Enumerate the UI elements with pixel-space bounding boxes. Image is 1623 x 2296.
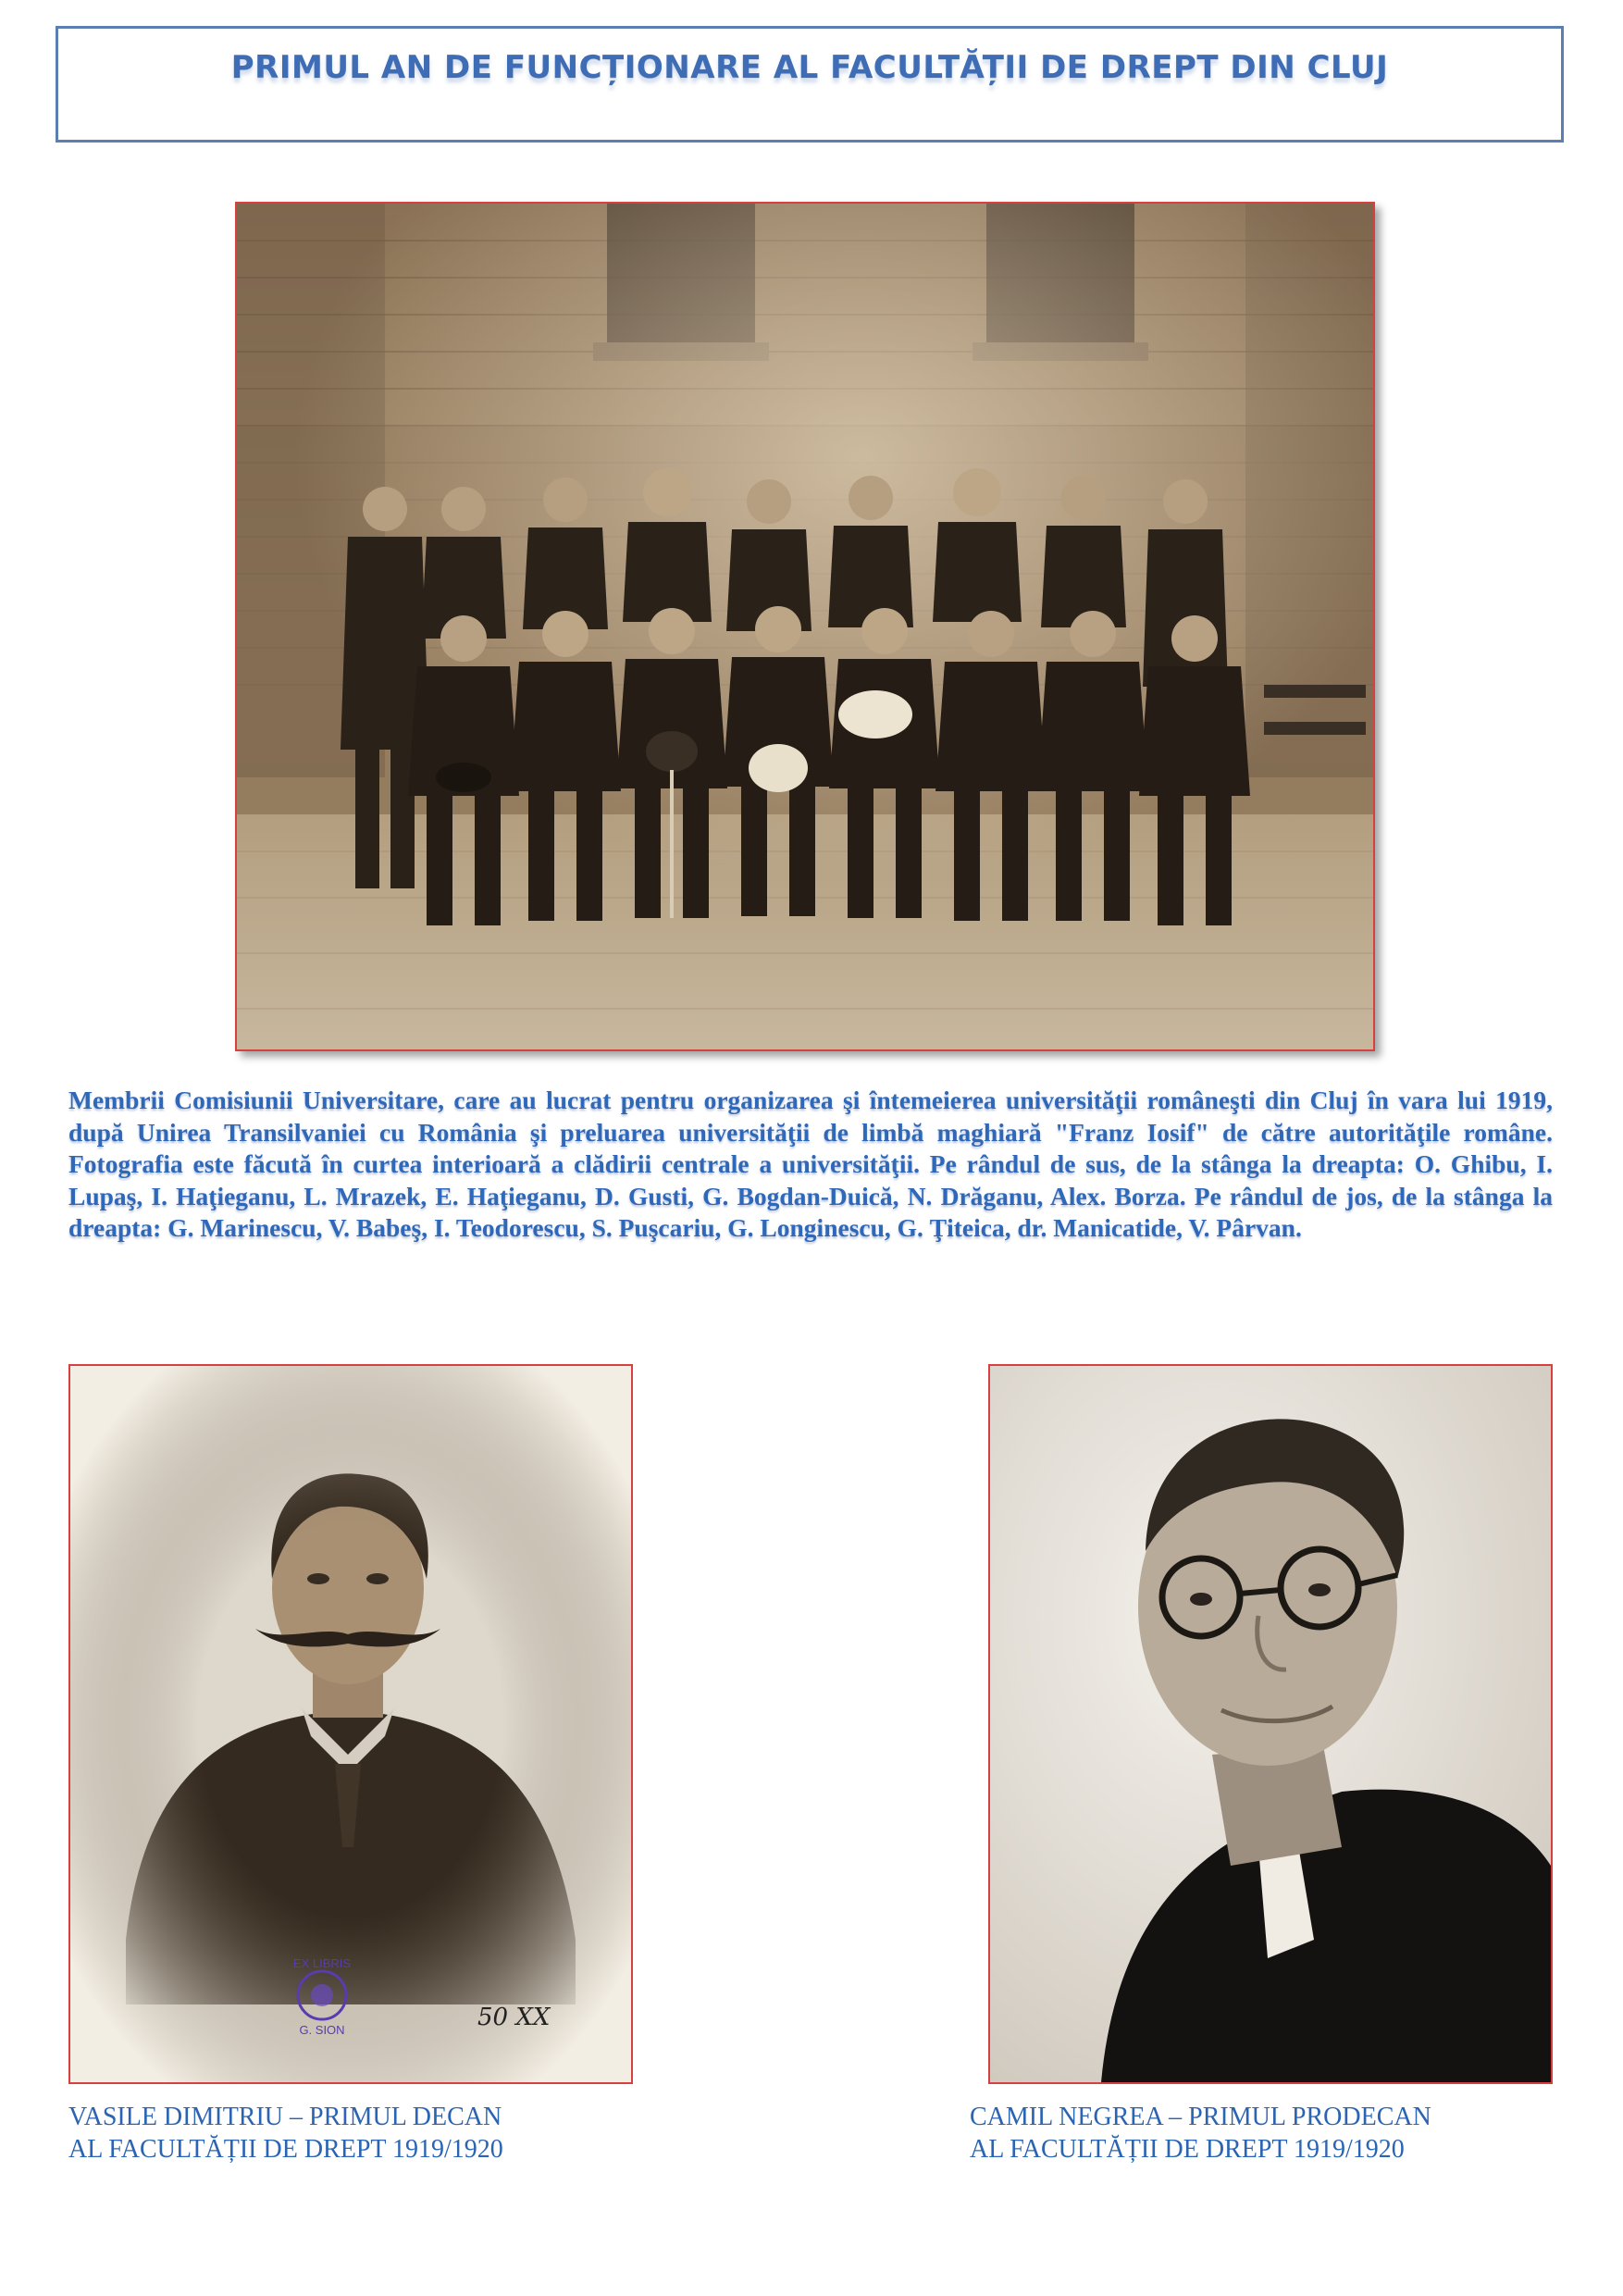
caption-right-line1: CAMIL NEGREA – PRIMUL PRODECAN — [970, 2103, 1431, 2131]
caption-left-line2: AL FACULTĂȚII DE DREPT 1919/1920 — [68, 2135, 503, 2164]
page-title: PRIMUL AN DE FUNCȚIONARE AL FACULTĂȚII DE DREPT DIN CLUJ — [230, 49, 1389, 86]
portrait-right-image — [990, 1366, 1551, 2082]
handwritten-note: 50 XX — [477, 2004, 551, 2031]
group-photo-image — [237, 204, 1373, 1049]
caption-right-line2: AL FACULTĂȚII DE DREPT 1919/1920 — [970, 2135, 1405, 2164]
caption-camil-negrea — [970, 2101, 1431, 2166]
caption-vasile-dimitriu — [68, 2101, 503, 2166]
caption-left-line1: VASILE DIMITRIU – PRIMUL DECAN — [68, 2103, 502, 2131]
stamp-text-top: EX LIBRIS — [292, 1956, 352, 1970]
title-box — [56, 26, 1564, 143]
portrait-vasile-dimitriu — [68, 1364, 633, 2084]
group-photo-caption: Membrii Comisiunii Universitare, care au lucrat pentru organizarea şi întemeierea universităţii româneşti din Cluj în vara lui 1919, după Unirea Transilvaniei cu România şi preluarea universităţii de limbă maghiară "Franz Iosif" de către autorităţile române. Fotografia este făcută în curtea interioară a clădirii centrale a universităţii. Pe rândul de sus, de la stânga la dreapta: O. Ghibu, I. Lupaş, I. Haţieganu, L. Mrazek, E. Haţieganu, D. Gusti, G. Bogdan-Duică, N. Drăganu, Alex. Borza. Pe rândul de jos, de la stânga la dreapta: G. Marinescu, V. Babeş, I. Teodorescu, S. Puşcariu, G. Longinescu, G. Ţiteica, dr. Manicatide, V. Pârvan. — [68, 1086, 1553, 1242]
portrait-camil-negrea — [988, 1364, 1553, 2084]
group-photo — [235, 202, 1375, 1051]
portrait-left-image — [70, 1366, 631, 2082]
stamp-text-bottom: G. SION — [299, 2023, 345, 2037]
